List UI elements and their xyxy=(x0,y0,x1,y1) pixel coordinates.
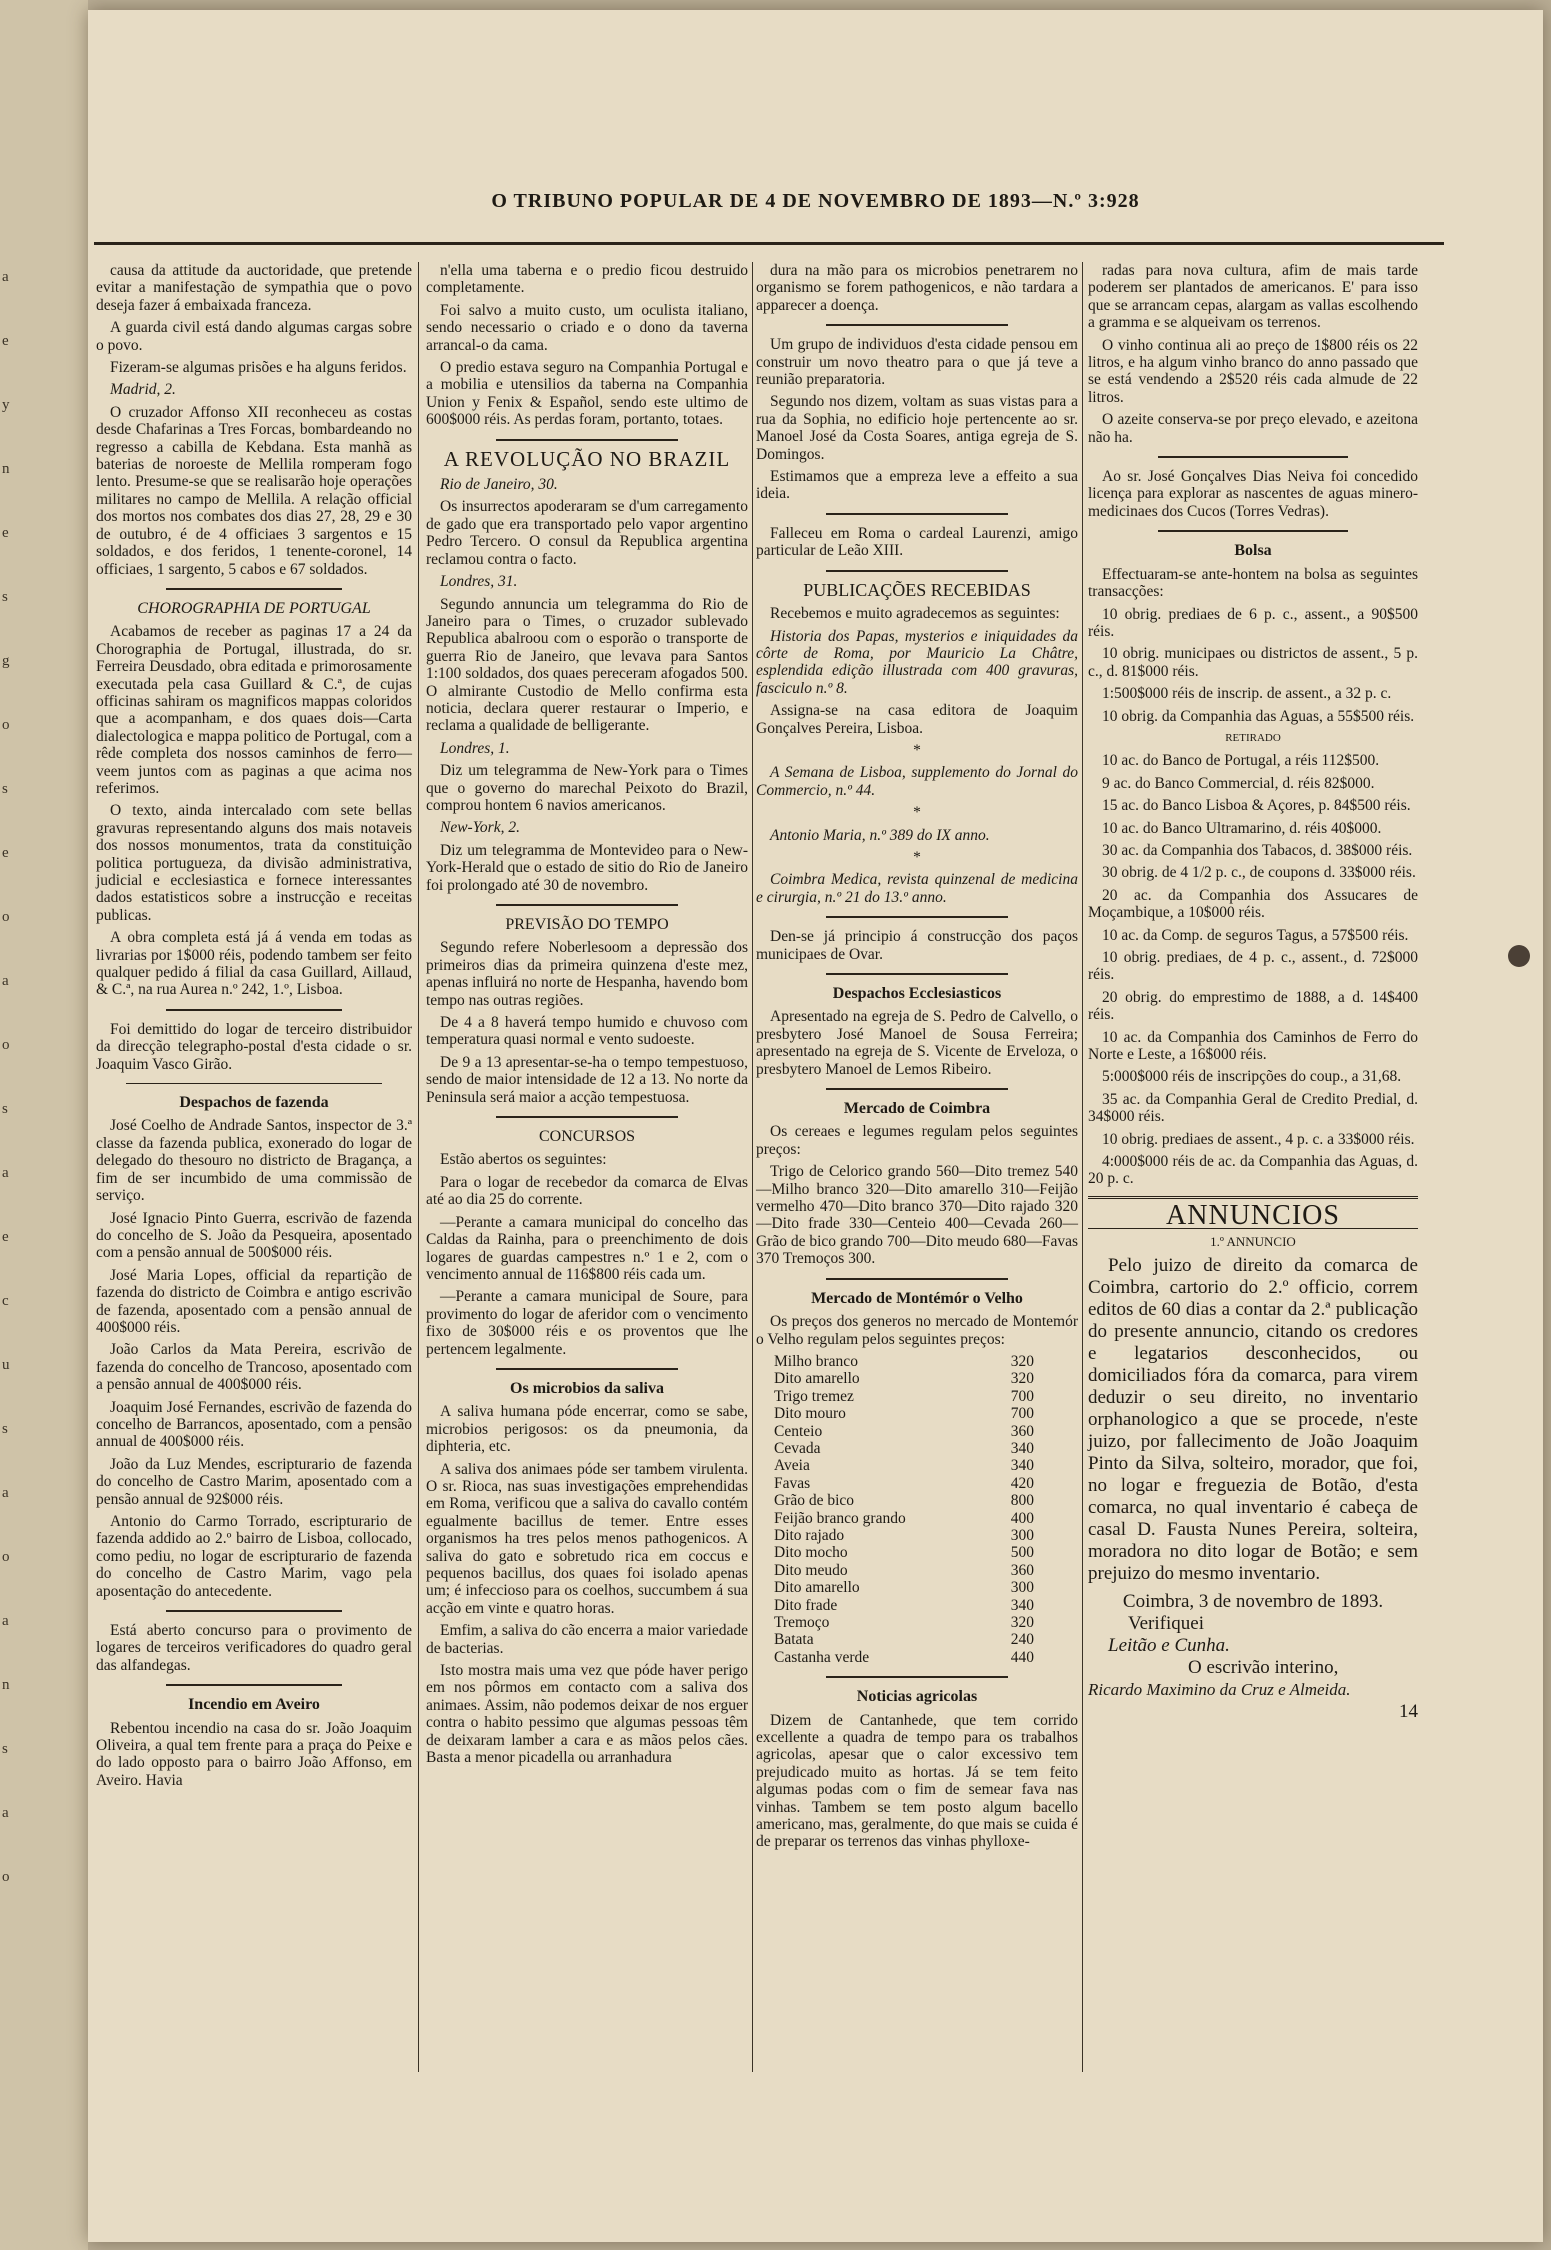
price-row xyxy=(774,1649,1034,1666)
price-value: 360 xyxy=(1010,1561,1034,1579)
edge-fragment: a xyxy=(2,973,9,989)
price-value: 700 xyxy=(1010,1387,1034,1405)
section-rule xyxy=(1158,456,1348,458)
column-separator xyxy=(418,262,419,2072)
annuncio-text: Pelo juizo de direito da comarca de Coimbra, cartorio do 2.º officio, correm editos de 60 dias a contar da 2.ª publicação do presente annuncio, citando os credores e legatarios desconhecidos, ou domiciliados fóra da comarca, para virem deduzir o seu direito, no inventario orphanologico a que se procede, n'este juizo, por fallecimento de João Joaquim Pinto da Silva, solteiro, morador, que foi, no logar e freguezia de Botão, d'esta comarca, no qual inventario é cabeça de casal D. Fausta Nunes Pereira, solteira, moradora no dito logar de Botão; e sem prejuizo do mesmo inventario. xyxy=(1088,1254,1418,1584)
bolsa-entry: 35 ac. da Companhia Geral de Credito Predial, d. 34$000 réis. xyxy=(1088,1090,1418,1126)
article-paragraph: Acabamos de receber as paginas 17 a 24 da Chorographia de Portugal, illustrada, do sr. Ferreira Deusdado, obra editada e primorosamente executada pela casa Guillard & C.ª, de cujas officinas sahiram os magnificos mappas coloridos que a acompanham, e dos quaes dois—Carta dialectologica e mappa politico de Portugal, com a rêde completa dos nossos caminhos de ferro—veem juntos com as paginas a que acima nos referimos. xyxy=(96,623,412,797)
subheading: RETIRADO xyxy=(1225,731,1281,744)
article-paragraph: Joaquim José Fernandes, escrivão de fazenda do concelho de Barrancos, aposentado, com a pensão annual de 400$000 réis. xyxy=(96,1398,412,1451)
article-paragraph: Os cereaes e legumes regulam pelos seguintes preços: xyxy=(756,1123,1078,1158)
article-paragraph: José Maria Lopes, official da repartição de fazenda do districto de Coimbra e antigo escrivão de fazenda, aposentado com a pensão annual de 400$000 réis. xyxy=(96,1266,412,1336)
column-separator xyxy=(752,262,753,2072)
edge-fragment: a xyxy=(2,1613,9,1629)
bolsa-entry: 10 obrig. prediaes de assent., 4 p. c. a 33$000 réis. xyxy=(1102,1130,1415,1148)
price-value: 700 xyxy=(1010,1405,1034,1423)
article-paragraph: Rebentou incendio na casa do sr. João Joaquim Oliveira, a qual tem frente para a praça do Peixe e do lado opposto para o bairro João Affonso, em Aveiro. Havia xyxy=(96,1719,412,1789)
article-paragraph: José Ignacio Pinto Guerra, escrivão de fazenda do concelho de S. João da Pesqueira, aposentado com a pensão annual de 500$000 réis. xyxy=(96,1209,412,1262)
binding-hole xyxy=(1508,945,1530,967)
article-paragraph: Antonio Maria, n.º 389 do IX anno. xyxy=(770,826,990,844)
price-row xyxy=(774,1440,1034,1457)
article-paragraph: A saliva dos animaes póde ser tambem virulenta. O sr. Rioca, nas suas investigações emprehendidas em Roma, verificou que a saliva do cavallo contém egualmente bacillus de temer. Entre esses organismos ha tres pelos menos pathogenicos. A saliva do gato e sobretudo rica em coccus e pequenos bacillus, dos quaes foi isolado apenas um; é infeccioso para os coelhos, succumbem á sua acção em vinte e quatro horas. xyxy=(426,1460,748,1617)
annuncio-judge: Leitão e Cunha. xyxy=(1108,1634,1230,1656)
article-paragraph: Dizem de Cantanhede, que tem corrido excellente a quadra de tempo para os trabalhos agricolas, apesar que o calor excessivo tem prejudicado muito as hortas. Já se tem feito algumas podas com o fim de semear fava nas vinhas. Tambem se tem posto algum bacello americano, mas, geralmente, do que mais se cuida é de preparar os terrenos das vinhas phylloxe- xyxy=(756,1711,1078,1851)
price-value: 800 xyxy=(1010,1492,1034,1510)
separator-star: * xyxy=(913,848,921,866)
bolsa-entry: 20 ac. da Companhia dos Assucares de Moçambique, a 10$000 réis. xyxy=(1088,886,1418,922)
edge-fragment: e xyxy=(2,525,9,541)
price-item: Dito rajado xyxy=(774,1526,845,1544)
price-row xyxy=(774,1475,1034,1492)
bolsa-entry: 9 ac. do Banco Commercial, d. réis 82$000. xyxy=(1102,774,1375,792)
annuncios-heading: ANNUNCIOS xyxy=(1166,1199,1340,1231)
price-item: Dito frade xyxy=(774,1596,838,1614)
price-value: 320 xyxy=(1010,1352,1034,1370)
section-rule xyxy=(1088,1196,1418,1199)
section-rule xyxy=(826,1278,1008,1280)
edge-fragment: e xyxy=(2,845,9,861)
bolsa-entry: 10 obrig. municipaes ou districtos de assent., 5 p. c., d. 81$000 réis. xyxy=(1088,645,1418,680)
bolsa-entry: 10 ac. da Comp. de seguros Tagus, a 57$500 réis. xyxy=(1102,926,1409,944)
price-item: Dito mouro xyxy=(774,1405,846,1423)
column-1 xyxy=(96,262,412,1794)
article-paragraph: Trigo de Celorico grando 560—Dito tremez 540—Milho branco 320—Dito amarello 310—Feijão vermelho 470—Dito branco 370—Dito rajado 320—Dito frade 330—Centeio 400—Cevada 260—Grão de bico grando 700—Dito meudo 680—Favas 370 Tremoços 300. xyxy=(756,1163,1078,1268)
article-paragraph: O cruzador Affonso XII reconheceu as costas desde Chafarinas a Tres Forcas, bombardeando no regresso a cabilla de Kebdana. Esta manhã as baterias de noroeste de Mellila romperam fogo lento. Presume-se que se realisarão hoje operações militares no campo de Mellila. A relação official dos mortos nos combates dos dias 27, 28, 29 e 30 de outubro, é de 4 officiaes 3 sargentos e 15 soldados, e dos feridos, 1 tenente-coronel, 14 officiaes, 1 sargento, 5 cabos e 67 soldados. xyxy=(96,403,412,578)
article-paragraph: Para o logar de recebedor da comarca de Elvas até ao dia 25 do corrente. xyxy=(426,1173,748,1209)
article-paragraph: Emfim, a saliva do cão encerra a maior variedade de bacterias. xyxy=(426,1622,748,1657)
article-paragraph: Ao sr. José Gonçalves Dias Neiva foi concedido licença para explorar as nascentes de aguas minero-medicinaes dos Cucos (Torres Vedras). xyxy=(1088,468,1418,520)
edge-fragment: s xyxy=(2,1101,8,1117)
section-heading: PUBLICAÇÕES RECEBIDAS xyxy=(803,579,1031,600)
price-row xyxy=(774,1562,1034,1579)
column-separator xyxy=(1082,262,1083,2072)
edge-fragment: c xyxy=(2,1293,9,1309)
masthead: O TRIBUNO POPULAR DE 4 DE NOVEMBRO DE 1893—N.º 3:928 xyxy=(491,190,1140,212)
article-paragraph: Den-se já principio á construcção dos paços municipaes de Ovar. xyxy=(756,928,1078,963)
article-paragraph: Falleceu em Roma o cardeal Laurenzi, amigo particular de Leão XIII. xyxy=(756,524,1078,560)
price-item: Dito amarello xyxy=(774,1370,860,1388)
section-rule xyxy=(826,324,1008,326)
article-paragraph: Apresentado na egreja de S. Pedro de Calvello, o presbytero José Manoel de Sousa Ferreira; apresentado na egreja de S. Vicente de Erveloza, o presbytero Manoel de Lemos Ribeiro. xyxy=(756,1008,1078,1078)
bolsa-entry: 10 ac. da Companhia dos Caminhos de Ferro do Norte e Leste, a 16$000 réis. xyxy=(1088,1028,1418,1064)
section-heading: CHOROGRAPHIA DE PORTUGAL xyxy=(137,599,371,617)
price-row xyxy=(774,1423,1034,1440)
section-rule xyxy=(826,513,1008,515)
article-paragraph: Está aberto concurso para o provimento de logares de terceiros verificadores do quadro geral das alfandegas. xyxy=(96,1622,412,1674)
section-rule xyxy=(826,973,1008,975)
price-value: 340 xyxy=(1010,1596,1034,1614)
article-paragraph: Um grupo de individuos d'esta cidade pensou em construir um novo theatro para o que já teve a reunião preparatoria. xyxy=(756,336,1078,389)
annuncio-escrivao: O escrivão interino, xyxy=(1188,1656,1339,1678)
article-paragraph: causa da attitude da auctoridade, que pretende evitar a manifestação de sympathia que o povo deseja fazer á embaixada franceza. xyxy=(96,262,412,314)
price-row xyxy=(774,1597,1034,1614)
article-paragraph: n'ella uma taberna e o predio ficou destruido completamente. xyxy=(426,262,748,297)
section-heading: Mercado de Coimbra xyxy=(843,1100,991,1118)
price-item: Centeio xyxy=(774,1422,823,1440)
article-paragraph: O vinho continua ali ao preço de 1$800 réis os 22 litros, e ha algum vinho branco do anno passado que se está vendendo a 2$520 réis cada almude de 22 litros. xyxy=(1088,336,1418,406)
article-paragraph: Historia dos Papas, mysterios e iniquidades da côrte de Roma, por Mauricio La Châtre, esplendida edição illustrada com 400 gravuras, fasciculo n.º 8. xyxy=(756,627,1078,697)
price-row xyxy=(774,1544,1034,1561)
article-paragraph: João Carlos da Mata Pereira, escrivão de fazenda do concelho de Trancoso, aposentado com a pensão annual de 400$000 réis. xyxy=(96,1341,412,1394)
price-item: Tremoço xyxy=(774,1614,830,1631)
bolsa-entry: 10 obrig. prediaes de 6 p. c., assent., a 90$500 réis. xyxy=(1088,605,1418,640)
article-paragraph: Os preços dos generos no mercado de Montemór o Velho regulam pelos seguintes preços: xyxy=(756,1313,1078,1348)
article-paragraph: Effectuaram-se ante-hontem na bolsa as seguintes transacções: xyxy=(1088,565,1418,601)
article-paragraph: A guarda civil está dando algumas cargas sobre o povo. xyxy=(96,319,412,354)
article-paragraph: Assigna-se na casa editora de Joaquim Gonçalves Pereira, Lisboa. xyxy=(756,702,1078,737)
article-paragraph: A saliva humana póde encerrar, como se sabe, microbios perigosos: os da pneumonia, da diphteria, etc. xyxy=(426,1403,748,1456)
price-item: Grão de bico xyxy=(774,1492,855,1510)
section-rule xyxy=(126,1083,382,1084)
dateline: Londres, 31. xyxy=(440,573,518,591)
article-paragraph: De 4 a 8 haverá tempo humido e chuvoso com temperatura quasi normal e vento sudoeste. xyxy=(426,1014,748,1049)
annuncio-verifiquei: Verifiquei xyxy=(1128,1612,1204,1634)
price-value: 400 xyxy=(1010,1509,1034,1527)
bolsa-entry: 10 obrig. da Companhia das Aguas, a 55$500 réis. xyxy=(1102,707,1415,725)
section-rule xyxy=(496,904,678,906)
section-heading: Bolsa xyxy=(1234,542,1272,560)
dateline: Rio de Janeiro, 30. xyxy=(440,476,558,494)
price-item: Dito mocho xyxy=(774,1544,848,1562)
section-rule xyxy=(166,1009,342,1011)
price-value: 360 xyxy=(1010,1422,1034,1440)
section-rule xyxy=(166,588,342,590)
article-paragraph: Coimbra Medica, revista quinzenal de medicina e cirurgia, n.º 21 do 13.º anno. xyxy=(756,871,1078,906)
bolsa-entry: 10 ac. do Banco de Portugal, a réis 112$500. xyxy=(1102,752,1380,770)
edge-fragment: s xyxy=(2,589,8,605)
section-heading: Os microbios da saliva xyxy=(510,1379,664,1397)
annuncio-date: Coimbra, 3 de novembro de 1893. xyxy=(1122,1590,1384,1612)
price-item: Trigo tremez xyxy=(774,1387,854,1405)
price-row xyxy=(774,1353,1034,1370)
annuncio-signature: Ricardo Maximino da Cruz e Almeida. xyxy=(1088,1679,1351,1699)
section-rule xyxy=(496,1368,678,1370)
edge-fragment: s xyxy=(2,1421,8,1437)
price-value: 320 xyxy=(1010,1370,1034,1388)
article-paragraph: dura na mão para os microbios penetrarem no organismo se forem pathogenicos, e não tardara a apparecer a doença. xyxy=(756,262,1078,314)
article-paragraph: O predio estava seguro na Companhia Portugal e a mobilia e utensilios da taberna na Companhia Union y Fenix & Español, sendo este ultimo de 600$000 réis. As perdas foram, portanto, totaes. xyxy=(426,359,748,429)
annuncio-index: 14 xyxy=(1399,1700,1418,1722)
price-item: Milho branco xyxy=(774,1352,858,1370)
edge-fragment: e xyxy=(2,333,9,349)
article-paragraph: Diz um telegramma de New-York para o Times que o governo do marechal Peixoto do Brazil, comprou hontem 6 navios americanos. xyxy=(426,762,748,814)
article-paragraph: Os insurrectos apoderaram se d'um carregamento de gado que era transportado pelo vapor argentino Pedro Tercero. O consul da Republica argentina reclamou contra o facto. xyxy=(426,498,748,568)
price-value: 240 xyxy=(1010,1631,1034,1649)
bolsa-entry: 5:000$000 réis de inscripções do coup., a 31,68. xyxy=(1102,1068,1402,1086)
price-item: Feijão branco grando xyxy=(774,1509,906,1527)
edge-fragment: s xyxy=(2,1741,8,1757)
bolsa-entry: 30 obrig. de 4 1/2 p. c., de coupons d. 33$000 réis. xyxy=(1102,864,1416,882)
edge-fragment: o xyxy=(2,1549,10,1565)
section-rule xyxy=(496,1116,678,1118)
dateline: New-York, 2. xyxy=(440,819,520,837)
article-paragraph: O texto, ainda intercalado com sete bellas gravuras representando alguns dos mais notaveis dos nossos monumentos, trata da constituição politica portugueza, da divisão administrativa, judicial e ecclesiastica e fornece interessantes dados estatisticos sobre a instrucção e receitas publicas. xyxy=(96,802,412,924)
price-value: 500 xyxy=(1010,1544,1034,1562)
annuncio-number: 1.º ANNUNCIO xyxy=(1210,1234,1296,1250)
price-item: Dito meudo xyxy=(774,1561,848,1579)
price-value: 420 xyxy=(1010,1474,1034,1492)
edge-fragment: u xyxy=(2,1357,10,1373)
price-row xyxy=(774,1370,1034,1387)
edge-fragment: o xyxy=(2,1037,10,1053)
section-rule xyxy=(166,1684,342,1686)
article-paragraph: João da Luz Mendes, escripturario de fazenda do concelho de Castro Marim, aposentado com a pensão annual de 92$000 réis. xyxy=(96,1455,412,1508)
masthead-rule xyxy=(94,242,1444,245)
bolsa-entry: 20 obrig. do emprestimo de 1888, a d. 14$400 réis. xyxy=(1088,988,1418,1024)
article-paragraph: A obra completa está já á venda em todas as livrarias por 1$000 réis, podendo tambem ser feito qualquer pedido á filial da casa Guillard, Aillaud, & C.ª, na rua Aurea n.º 242, 1.º, Lisboa. xyxy=(96,929,412,999)
article-paragraph: Segundo refere Noberlesoom a depressão dos primeiros dias da primeira quinzena d'este mez, apenas influirá no norte de Hespanha, havendo bom tempo nas outras regiões. xyxy=(426,939,748,1009)
edge-fragment: y xyxy=(2,397,10,413)
price-value: 300 xyxy=(1010,1579,1034,1597)
price-value: 300 xyxy=(1010,1526,1034,1544)
section-rule xyxy=(826,1676,1008,1678)
price-row xyxy=(774,1405,1034,1422)
price-value: 340 xyxy=(1010,1439,1034,1457)
section-heading: A REVOLUÇÃO NO BRAZIL xyxy=(443,446,731,471)
article-paragraph: Fizeram-se algumas prisões e ha alguns feridos. xyxy=(110,359,407,377)
price-row xyxy=(774,1510,1034,1527)
edge-fragment: a xyxy=(2,1805,9,1821)
edge-fragment: e xyxy=(2,1229,9,1245)
price-item: Cevada xyxy=(774,1439,821,1457)
article-paragraph: De 9 a 13 apresentar-se-ha o tempo tempestuoso, sendo de maior intensidade de 12 a 13. No norte da Peninsula será maior a acção tempestuosa. xyxy=(426,1053,748,1106)
edge-fragment: a xyxy=(2,1165,9,1181)
bolsa-entry: 10 obrig. prediaes, de 4 p. c., assent., d. 72$000 réis. xyxy=(1088,949,1418,984)
bolsa-entry: 1:500$000 réis de inscrip. de assent., a 32 p. c. xyxy=(1102,685,1392,703)
bolsa-entry: 10 ac. do Banco Ultramarino, d. réis 40$000. xyxy=(1102,819,1382,837)
section-heading: CONCURSOS xyxy=(538,1128,636,1146)
section-rule xyxy=(1158,530,1348,532)
section-rule xyxy=(826,570,1008,572)
price-row xyxy=(774,1527,1034,1544)
article-paragraph: José Coelho de Andrade Santos, inspector de 3.ª classe da fazenda publica, exonerado do logar de delegado do thesouro no districto de Bragança, a fim de ser incumbido de uma commissão de serviço. xyxy=(96,1117,412,1205)
article-paragraph: Diz um telegramma de Montevideo para o New-York-Herald que o estado de sitio do Rio de Janeiro foi prolongado até 30 de novembro. xyxy=(426,841,748,894)
edge-fragment: o xyxy=(2,909,10,925)
price-value: 340 xyxy=(1010,1457,1034,1475)
article-paragraph: Estão abertos os seguintes: xyxy=(440,1151,607,1169)
price-row xyxy=(774,1614,1034,1631)
article-paragraph: Segundo nos dizem, voltam as suas vistas para a rua da Sophia, no edificio hoje pertencente ao sr. Manoel José da Costa Soares, antiga egreja de S. Domingos. xyxy=(756,393,1078,463)
price-table xyxy=(774,1353,1034,1666)
edge-fragment: g xyxy=(2,653,10,669)
section-rule xyxy=(826,916,1008,918)
edge-fragment: n xyxy=(2,461,10,477)
column-3 xyxy=(756,262,1078,1856)
price-row xyxy=(774,1388,1034,1405)
dateline: Londres, 1. xyxy=(440,739,510,757)
article-paragraph: A Semana de Lisboa, supplemento do Jornal do Commercio, n.º 44. xyxy=(756,764,1078,799)
section-heading: Despachos Ecclesiasticos xyxy=(832,985,1002,1002)
price-item: Aveia xyxy=(774,1457,810,1475)
article-paragraph: Isto mostra mais uma vez que póde haver perigo em nos pôrmos em contacto com a saliva dos animaes. Assim, não podemos deixar de nos erguer contra o habito pessimo que algumas pessoas têm de deixaram lamber a cara e as mãos pelos cães. Basta a menor picadella ou arranhadura xyxy=(426,1662,748,1767)
price-value: 440 xyxy=(1010,1648,1034,1666)
bolsa-entry: 15 ac. do Banco Lisboa & Açores, p. 84$500 réis. xyxy=(1102,797,1411,815)
newspaper-page xyxy=(88,10,1543,2242)
section-heading: PREVISÃO DO TEMPO xyxy=(505,916,669,933)
price-value: 320 xyxy=(1010,1614,1034,1631)
edge-fragment: a xyxy=(2,269,9,285)
article-paragraph: Foi salvo a muito custo, um oculista italiano, sendo necessario o criado e o dono da taverna arrancal-o da cama. xyxy=(426,301,748,354)
section-heading: Noticias agricolas xyxy=(856,1688,978,1706)
edge-fragment: s xyxy=(2,781,8,797)
price-row xyxy=(774,1492,1034,1509)
column-4 xyxy=(1088,262,1418,1723)
article-paragraph: Antonio do Carmo Torrado, escripturario de fazenda addido ao 2.º bairro de Lisboa, collocado, como pediu, no logar de escripturario de fazenda do concelho de Castro Marim, vago pela aposentação do antecedente. xyxy=(96,1513,412,1600)
column-2 xyxy=(426,262,748,1771)
edge-fragment: a xyxy=(2,1485,9,1501)
price-item: Favas xyxy=(774,1474,811,1492)
section-rule xyxy=(166,1610,342,1612)
separator-star: * xyxy=(913,804,921,822)
article-paragraph: —Perante a camara municipal de Soure, para provimento do logar de aferidor com o vencimento fixo de 30$000 réis e os proventos que lhe pertencem legalmente. xyxy=(426,1288,748,1358)
previous-page-edge xyxy=(0,0,88,2250)
price-item: Castanha verde xyxy=(774,1648,870,1666)
article-paragraph: radas para nova cultura, afim de mais tarde poderem ser plantados de americanos. E' para isso que se arrancam cepas, alargam as vallas escolhendo a gramma e se alqueivam os terrenos. xyxy=(1088,262,1418,332)
article-paragraph: Recebemos e muito agradecemos as seguintes: xyxy=(770,605,1060,623)
dateline: Madrid, 2. xyxy=(110,381,176,399)
article-paragraph: Estimamos que a empreza leve a effeito a sua ideia. xyxy=(756,468,1078,503)
section-heading: Despachos de fazenda xyxy=(179,1094,329,1112)
article-paragraph: Foi demittido do logar de terceiro distribuidor da direcção telegrapho-postal d'esta cidade o sr. Joaquim Vasco Girão. xyxy=(96,1020,412,1073)
price-row xyxy=(774,1457,1034,1474)
edge-fragment: o xyxy=(2,1869,10,1885)
article-paragraph: O azeite conserva-se por preço elevado, e azeitona não ha. xyxy=(1088,411,1418,446)
article-paragraph: —Perante a camara municipal do concelho das Caldas da Rainha, para o preenchimento de dois logares de guardas campestres n.º 1 e 2, com o vencimento annual de 116$800 réis cada um. xyxy=(426,1213,748,1283)
section-heading: Incendio em Aveiro xyxy=(188,1696,320,1714)
section-heading: Mercado de Montémór o Velho xyxy=(811,1289,1023,1307)
price-item: Batata xyxy=(774,1631,814,1649)
edge-fragment: o xyxy=(2,717,10,733)
price-row xyxy=(774,1631,1034,1648)
bolsa-entry: 30 ac. da Companhia dos Tabacos, d. 38$000 réis. xyxy=(1102,841,1413,859)
article-paragraph: Segundo annuncia um telegramma do Rio de Janeiro para o Times, o cruzador sublevado Republica abalroou com o esporão o transporte de guerra Rio de Janeiro, que levava para Santos 1:100 soldados, dos quaes pereceram afogados 500. O almirante Custodio de Mello confirma esta noticia, declara querer restaurar o Imperio, e reclama a qualidade de belligerante. xyxy=(426,595,748,735)
bolsa-entry: 4:000$000 réis de ac. da Companhia das Aguas, d. 20 p. c. xyxy=(1088,1153,1418,1188)
price-row xyxy=(774,1579,1034,1596)
price-item: Dito amarello xyxy=(774,1579,860,1597)
section-rule xyxy=(496,439,678,441)
section-rule xyxy=(826,1088,1008,1090)
annuncio-body xyxy=(1088,1255,1418,1723)
separator-star: * xyxy=(913,741,921,759)
edge-fragment: n xyxy=(2,1677,10,1693)
